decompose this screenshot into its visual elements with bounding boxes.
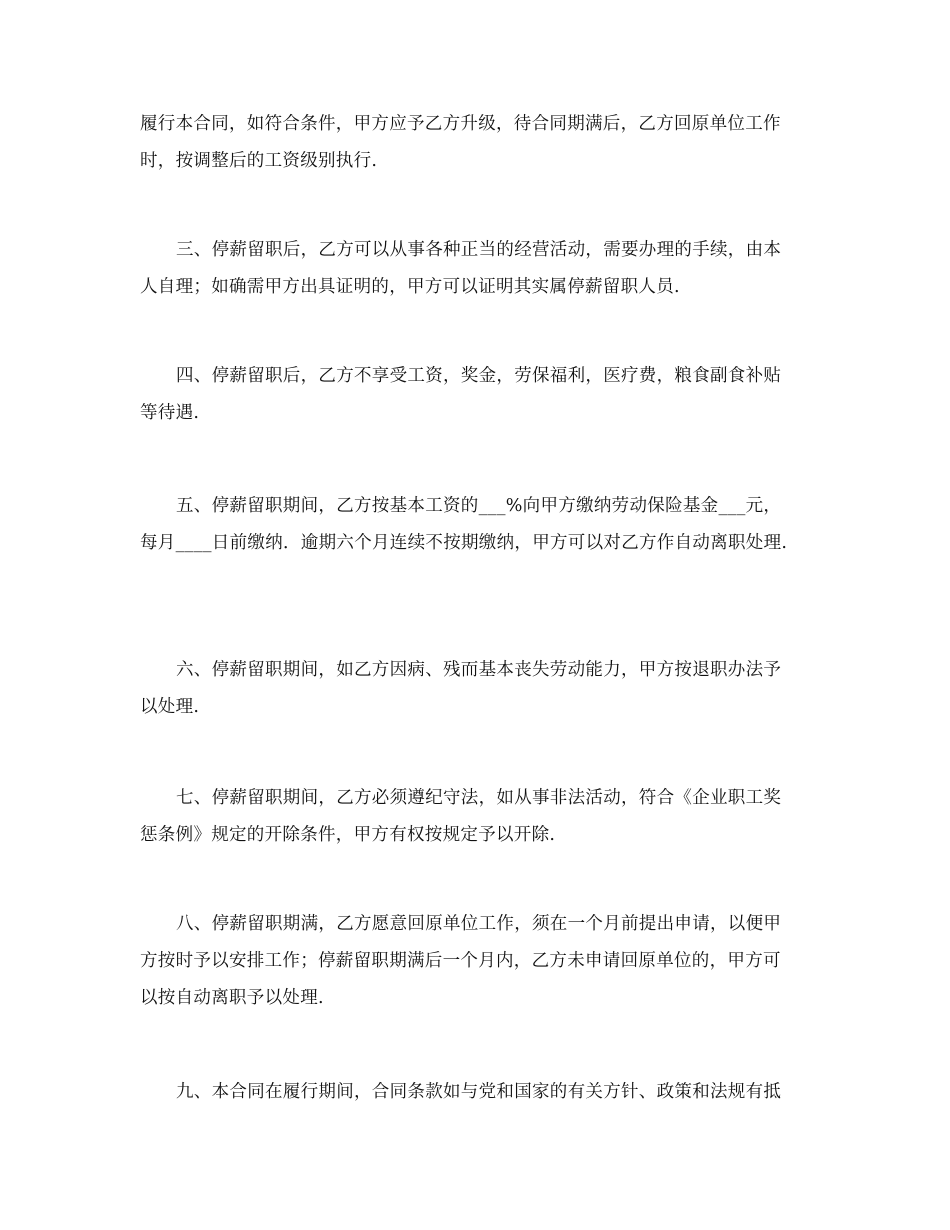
paragraph-3 bbox=[140, 232, 812, 306]
paragraph-5 bbox=[140, 488, 812, 562]
paragraph-line: 时，按调整后的工资级别执行. bbox=[140, 151, 378, 171]
paragraph-6 bbox=[140, 652, 812, 726]
paragraph-8 bbox=[140, 906, 812, 1017]
paragraph-line: 等待遇. bbox=[140, 403, 200, 423]
paragraph-line: 五、停薪留职期间，乙方按基本工资的___%向甲方缴纳劳动保险基金___元， bbox=[176, 496, 782, 516]
paragraph-line: 以处理. bbox=[140, 697, 200, 717]
paragraph-line: 方按时予以安排工作；停薪留职期满后一个月内，乙方未申请回原单位的，甲方可 bbox=[140, 951, 781, 971]
paragraph-line: 每月____日前缴纳．逾期六个月连续不按期缴纳，甲方可以对乙方作自动离职处理. bbox=[140, 533, 788, 553]
paragraph-line: 七、停薪留职期间，乙方必须遵纪守法，如从事非法活动，符合《企业职工奖 bbox=[176, 788, 782, 808]
paragraph-9 bbox=[140, 1074, 812, 1111]
paragraph-line: 三、停薪留职后，乙方可以从事各种正当的经营活动，需要办理的手续，由本 bbox=[176, 240, 782, 260]
paragraph-line: 惩条例》规定的开除条件，甲方有权按规定予以开除. bbox=[140, 825, 556, 845]
paragraph-line: 履行本合同，如符合条件，甲方应予乙方升级，待合同期满后，乙方回原单位工作 bbox=[140, 114, 781, 134]
paragraph-line: 六、停薪留职期间，如乙方因病、残而基本丧失劳动能力，甲方按退职办法予 bbox=[176, 660, 782, 680]
paragraph-line: 九、本合同在履行期间，合同条款如与党和国家的有关方针、政策和法规有抵 bbox=[176, 1082, 782, 1102]
paragraph-line: 八、停薪留职期满，乙方愿意回原单位工作，须在一个月前提出申请，以便甲 bbox=[176, 914, 782, 934]
paragraph-7 bbox=[140, 780, 812, 854]
paragraph-line: 人自理；如确需甲方出具证明的，甲方可以证明其实属停薪留职人员. bbox=[140, 277, 680, 297]
paragraph-2-continuation bbox=[140, 106, 812, 180]
paragraph-4 bbox=[140, 358, 812, 432]
paragraph-line: 以按自动离职予以处理. bbox=[140, 988, 324, 1008]
paragraph-line: 四、停薪留职后，乙方不享受工资，奖金，劳保福利，医疗费，粮食副食补贴 bbox=[176, 366, 782, 386]
